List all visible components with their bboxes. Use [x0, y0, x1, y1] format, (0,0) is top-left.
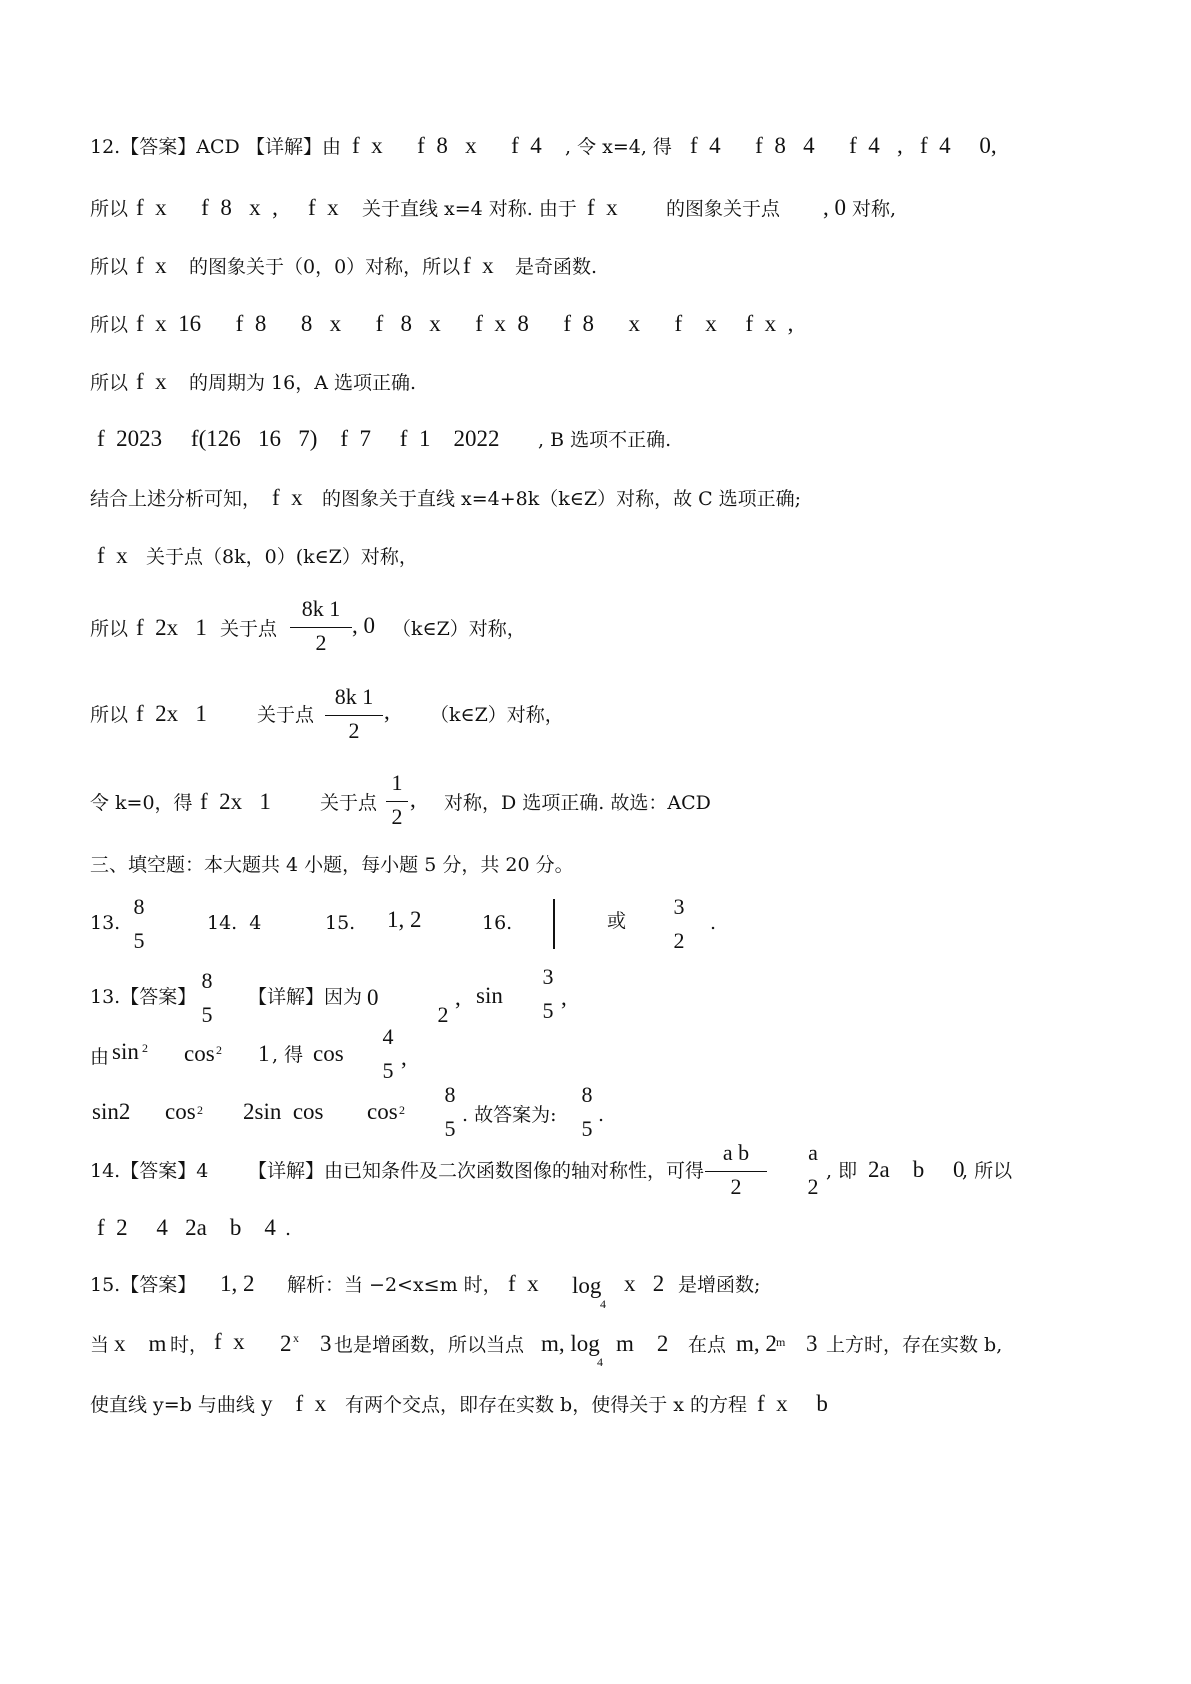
fraction: 8 5	[581, 1082, 593, 1141]
text: 解析：当 −2<x≤m 时，	[287, 1274, 502, 1296]
text: 【详解】由已知条件及二次函数图像的轴对称性，可得	[248, 1160, 705, 1182]
text: 由	[90, 1046, 110, 1068]
expr: 2	[280, 1331, 292, 1356]
fraction: a 2	[807, 1140, 819, 1199]
expr: 2	[216, 1043, 222, 1057]
text: 上方时，存在实数 b,	[826, 1334, 1003, 1356]
text: 当	[90, 1334, 110, 1356]
text: 对称,	[852, 198, 897, 220]
text: 的周期为 16，A 选项正确.	[189, 372, 417, 394]
fraction: 3 5	[542, 964, 554, 1023]
expr: cos	[367, 1099, 398, 1124]
text: 的图象关于直线 x=4+8k（k∈Z）对称，故 C 选项正确;	[322, 488, 802, 510]
expr: m 2	[616, 1331, 669, 1356]
text: , 得	[272, 1044, 304, 1066]
text: , 即	[826, 1160, 858, 1182]
fraction: 8 5	[133, 894, 145, 953]
text: 所以	[90, 314, 129, 336]
fraction: 8k 1 2	[325, 686, 383, 744]
text: 关于直线 x=4 对称. 由于	[362, 198, 577, 220]
text: 14.【答案】4	[90, 1160, 209, 1182]
fraction: 8 5	[444, 1082, 456, 1141]
expr: f x b	[757, 1391, 828, 1416]
text: 所以	[90, 704, 129, 726]
expr: f 2x 1	[200, 789, 271, 814]
text: （k∈Z）对称，	[392, 618, 526, 640]
expr: y f x	[261, 1391, 327, 1416]
text: .	[598, 1104, 605, 1126]
fraction: 4 5	[382, 1024, 394, 1083]
expr: f x	[136, 369, 167, 394]
expr: m, log	[541, 1331, 600, 1356]
expr: , 0	[823, 195, 846, 220]
text: 在点	[688, 1334, 727, 1356]
expr: m, 2	[736, 1331, 777, 1356]
expr: x	[293, 1331, 299, 1345]
expr: 2	[142, 1041, 148, 1055]
q12-answer-label: 12.【答案】ACD	[90, 136, 240, 158]
text: 令 k=0，得	[90, 792, 193, 814]
expr: sin2	[92, 1099, 131, 1124]
q12-expr-1: f x f 8 x f 4	[352, 133, 542, 158]
expr: f 2x 1	[136, 615, 207, 640]
expr: 2sin cos	[243, 1099, 324, 1124]
expr: 1, 2	[220, 1271, 255, 1296]
fraction: a b 2	[705, 1142, 767, 1200]
expr: cos	[165, 1099, 196, 1124]
expr: ,	[561, 985, 567, 1010]
expr: f x f 8 x ,	[136, 195, 278, 220]
text: , 所以	[962, 1160, 1013, 1182]
text: 结合上述分析可知，	[90, 488, 262, 510]
expr: f x	[587, 195, 618, 220]
text: 【详解】因为	[248, 986, 363, 1008]
expr: log	[572, 1273, 602, 1298]
text: . 故答案为:	[462, 1104, 557, 1126]
expr: ,	[384, 699, 390, 724]
text: 所以	[90, 198, 129, 220]
text: 关于点	[257, 704, 315, 726]
expr: m	[776, 1335, 786, 1349]
expr: , 0	[352, 613, 375, 638]
text: 15.	[325, 912, 356, 934]
expr: f x	[308, 195, 339, 220]
text: 使直线 y=b 与曲线	[90, 1394, 255, 1416]
text: 对称，D 选项正确. 故选：ACD	[444, 792, 711, 814]
text: 15.【答案】	[90, 1274, 197, 1296]
fraction: 8 5	[201, 968, 213, 1027]
fraction: 1 2	[386, 772, 408, 830]
expr: 3	[320, 1331, 332, 1356]
text: 关于点	[320, 792, 378, 814]
q12-expr-2: f 4 f 8 4 f 4 , f 4 0,	[690, 133, 997, 158]
text: 是奇函数.	[515, 256, 598, 278]
expr: ,	[455, 985, 461, 1010]
text: 是增函数;	[678, 1274, 761, 1296]
text: 13.【答案】	[90, 986, 197, 1008]
expr: f x 16 f 8 8 x f 8 x f x 8 f 8 x f x f x ,	[136, 311, 794, 336]
expr: 0	[367, 985, 379, 1010]
text: 时，	[170, 1334, 209, 1356]
text: 14. 4	[207, 912, 262, 934]
expr: f 2 4 2a b 4	[97, 1215, 276, 1240]
section-title: 三、填空题：本大题共 4 小题，每小题 5 分，共 20 分。	[90, 854, 574, 876]
q12-text-1: , 令 x=4, 得	[565, 136, 672, 158]
expr: f x	[214, 1329, 245, 1354]
expr: 4	[600, 1297, 606, 1311]
text: 关于点（8k，0）(k∈Z）对称，	[146, 546, 418, 568]
expr: f x	[97, 543, 128, 568]
expr: f 2x 1	[136, 701, 207, 726]
text: 16.	[482, 912, 513, 934]
fraction: 3 2	[673, 894, 685, 953]
expr: f x	[508, 1271, 539, 1296]
expr: f x	[463, 253, 494, 278]
text: 的图象关于（0，0）对称，所以	[189, 256, 461, 278]
fraction: 2	[437, 1002, 449, 1027]
text: 也是增函数，所以当点	[334, 1334, 525, 1356]
fraction: 8k 1 2	[290, 598, 352, 656]
expr: 2a b 0	[868, 1157, 965, 1182]
text: , B 选项不正确.	[538, 429, 672, 451]
expr: f x	[272, 485, 303, 510]
expr: 1, 2	[387, 907, 422, 932]
text: .	[710, 912, 717, 934]
text: （k∈Z）对称，	[430, 704, 564, 726]
text: .	[285, 1218, 292, 1240]
expr: f x	[136, 253, 167, 278]
expr: 2	[197, 1103, 203, 1117]
text: 所以	[90, 618, 129, 640]
expr: x m	[114, 1331, 167, 1356]
text: 或	[607, 910, 627, 932]
expr: x 2	[624, 1271, 665, 1296]
expr: cos	[184, 1041, 215, 1066]
expr: 2	[399, 1103, 405, 1117]
expr: ,	[401, 1045, 407, 1070]
text: 13.	[90, 912, 121, 934]
expr: 4	[597, 1355, 603, 1369]
text: 有两个交点，即存在实数 b，使得关于 x 的方程	[345, 1394, 747, 1416]
expr: sin	[112, 1039, 139, 1064]
expr: ,	[410, 787, 416, 812]
text: 的图象关于点	[666, 198, 781, 220]
expr: 1	[258, 1041, 270, 1066]
text: 关于点	[220, 618, 278, 640]
expr: sin	[476, 983, 503, 1008]
text: 所以	[90, 256, 129, 278]
q12-detail-label: 【详解】由	[246, 136, 342, 158]
text: 所以	[90, 372, 129, 394]
expr: f 2023 f(126 16 7) f 7 f 1 2022	[97, 426, 500, 451]
expr: cos	[313, 1041, 344, 1066]
expr: 3	[806, 1331, 818, 1356]
